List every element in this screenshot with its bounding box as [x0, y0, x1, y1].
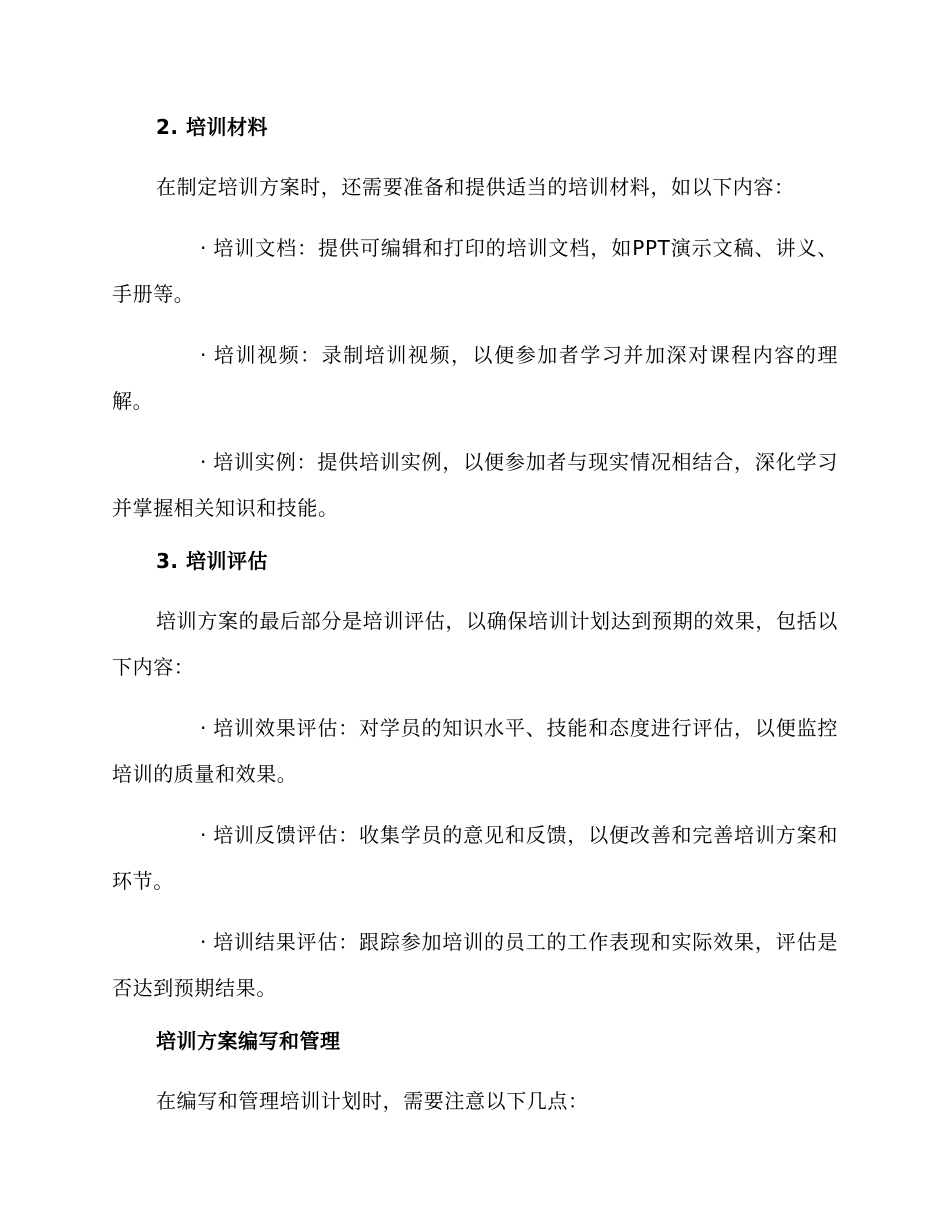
bullet-dot: · — [200, 236, 207, 260]
section-intro: 培训方案的最后部分是培训评估，以确保培训计划达到预期的效果，包括以下内容： — [112, 609, 838, 679]
bullet-item — [112, 705, 838, 797]
bullet-dot: · — [200, 823, 207, 847]
section-intro: 在制定培训方案时，还需要准备和提供适当的培训材料，如以下内容： — [156, 175, 795, 199]
bullet-text: 培训视频：录制培训视频，以便参加者学习并加深对课程内容的理解。 — [112, 343, 838, 413]
bullet-dot: · — [200, 343, 207, 367]
section-intro: 在编写和管理培训计划时，需要注意以下几点： — [156, 1089, 589, 1113]
section-training-materials — [112, 112, 838, 531]
section-heading: 3. 培训评估 — [156, 549, 268, 573]
section-training-evaluation — [112, 546, 838, 1011]
bullet-dot: · — [200, 450, 207, 474]
bullet-text: 培训实例：提供培训实例，以便参加者与现实情况相结合，深化学习并掌握相关知识和技能。 — [112, 450, 838, 520]
section-heading: 2. 培训材料 — [156, 115, 268, 139]
bullet-item — [112, 919, 838, 1011]
bullet-item — [112, 332, 838, 424]
bullet-text: 培训效果评估：对学员的知识水平、技能和态度进行评估，以便监控培训的质量和效果。 — [112, 716, 838, 786]
bullet-text: 培训结果评估：跟踪参加培训的员工的工作表现和实际效果，评估是否达到预期结果。 — [112, 930, 838, 1000]
bullet-item — [112, 225, 838, 317]
bullet-dot: · — [200, 716, 207, 740]
bullet-item — [112, 439, 838, 531]
bullet-item — [112, 812, 838, 904]
bullet-text: 培训文档：提供可编辑和打印的培训文档，如PPT演示文稿、讲义、手册等。 — [112, 236, 838, 306]
section-plan-writing-management — [112, 1026, 838, 1124]
section-heading: 培训方案编写和管理 — [156, 1029, 341, 1053]
bullet-text: 培训反馈评估：收集学员的意见和反馈，以便改善和完善培训方案和环节。 — [112, 823, 838, 893]
bullet-dot: · — [200, 930, 207, 954]
